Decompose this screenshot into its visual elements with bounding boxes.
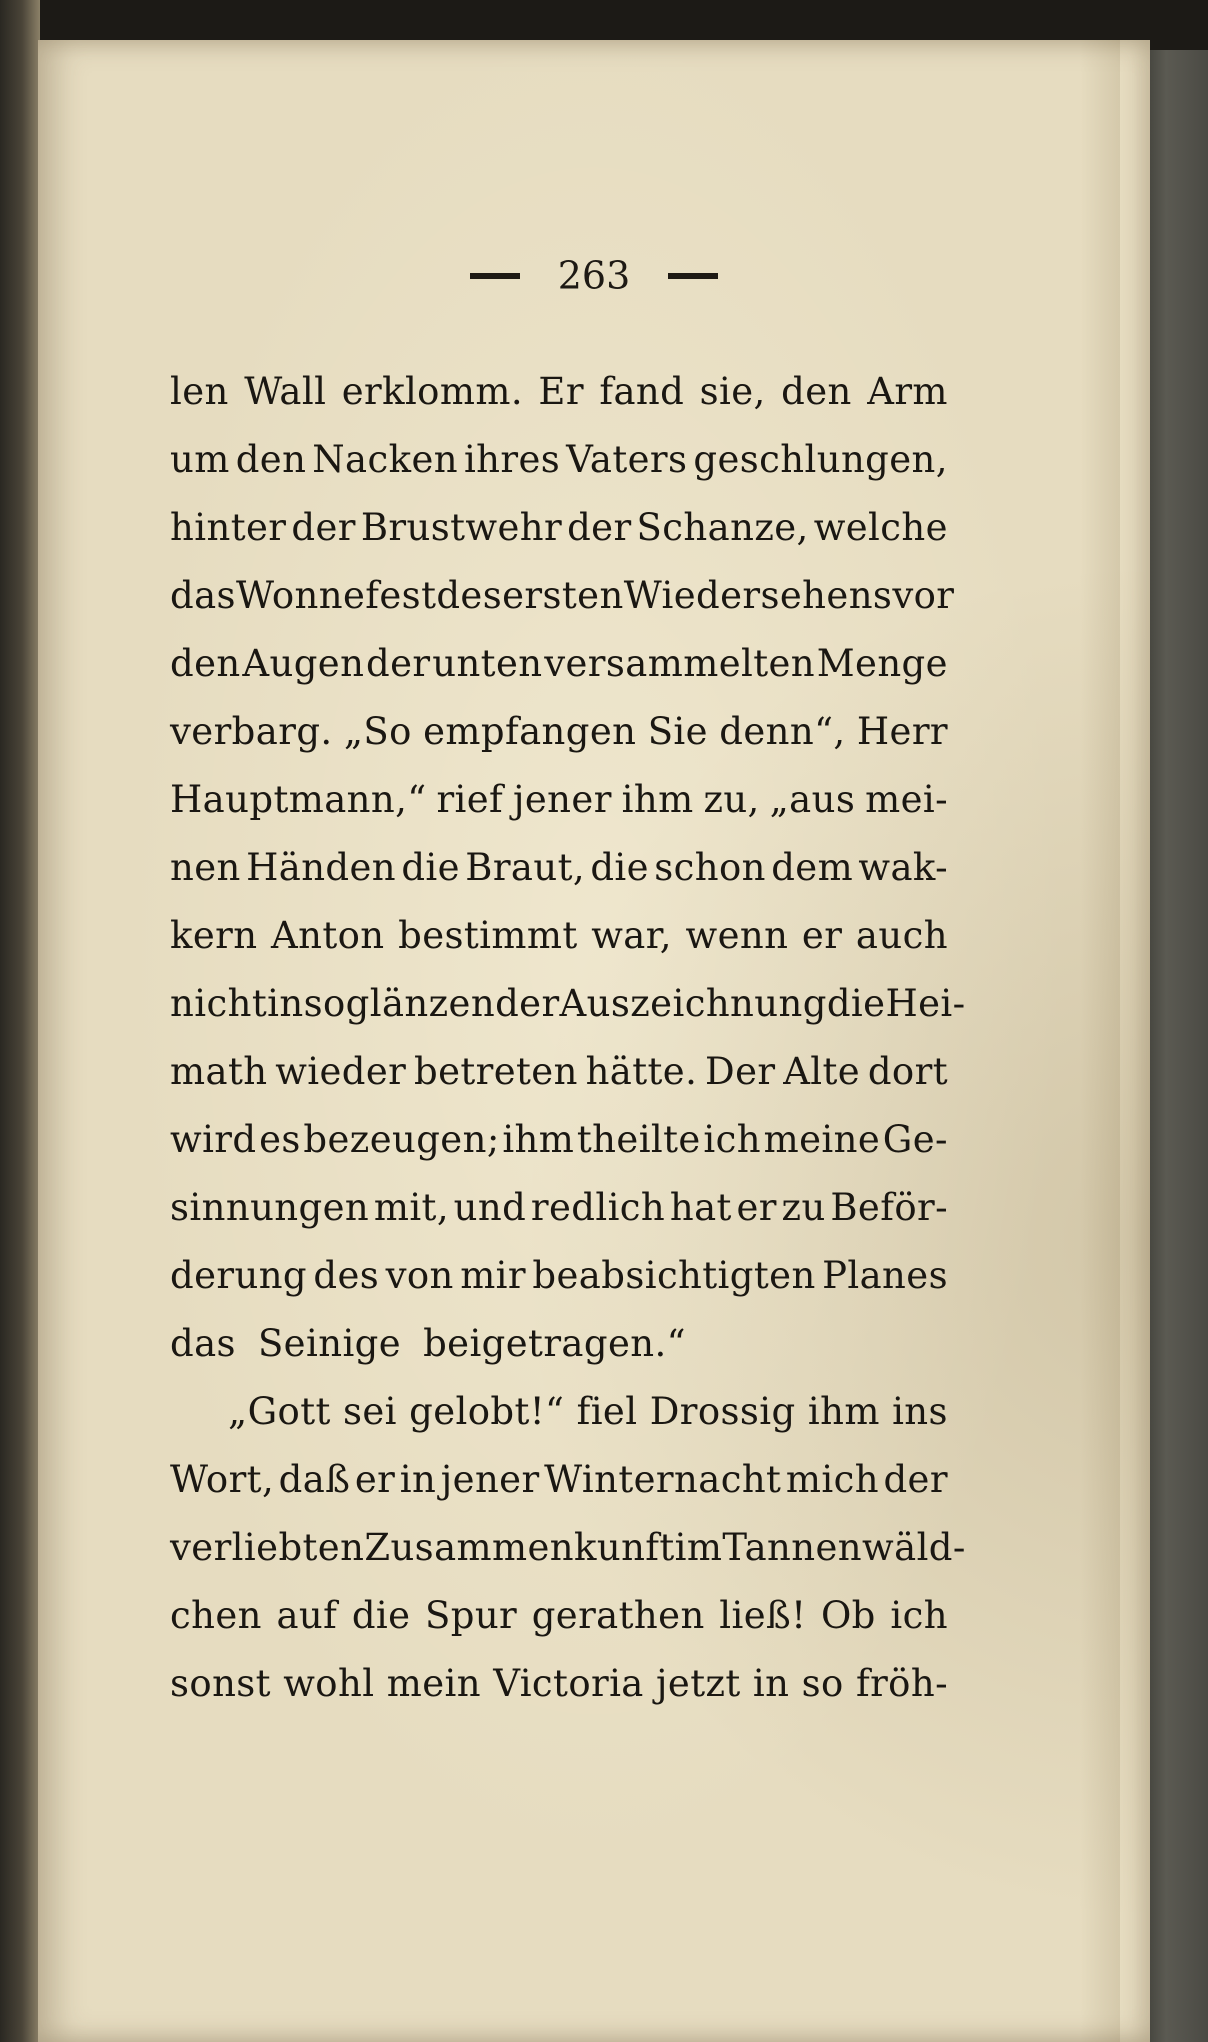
word: len — [170, 370, 229, 413]
word: nicht — [170, 982, 268, 1025]
word: Braut, — [465, 846, 586, 889]
word: der — [291, 506, 356, 549]
word: ich — [890, 1594, 948, 1637]
word: wenn — [685, 914, 789, 957]
word: glänzender — [345, 982, 560, 1025]
word: versammelten — [544, 642, 816, 685]
page-header — [38, 250, 1150, 298]
text-line — [170, 1378, 948, 1446]
word: fröh- — [856, 1662, 948, 1705]
word: des — [436, 574, 503, 617]
word: in — [752, 1662, 790, 1705]
word: Zusammenkunft — [364, 1526, 675, 1569]
text-line — [170, 1242, 948, 1310]
word: chen — [170, 1594, 262, 1637]
word: theilte — [576, 1118, 701, 1161]
text-line — [170, 426, 948, 494]
word: gerathen — [531, 1594, 705, 1637]
word: mein — [386, 1662, 481, 1705]
word: Vaters — [566, 438, 688, 481]
word: zu, — [703, 778, 760, 821]
word: im — [674, 1526, 723, 1569]
word: Ob — [820, 1594, 876, 1637]
word: „aus — [769, 778, 856, 821]
word: Wonnefest — [235, 574, 437, 617]
book-page — [38, 40, 1150, 2042]
word: ersten — [502, 574, 624, 617]
word: den — [781, 370, 852, 413]
word: meine — [763, 1118, 881, 1161]
word: sinnungen — [170, 1186, 370, 1229]
word: so — [303, 982, 346, 1025]
text-line — [170, 1514, 966, 1582]
word: in — [267, 982, 304, 1025]
word: es — [259, 1118, 301, 1161]
word: Winternacht — [544, 1458, 782, 1501]
word: verliebten — [170, 1526, 365, 1569]
text-line — [170, 698, 948, 766]
word: denn“, — [719, 710, 846, 753]
word: Victoria — [493, 1662, 644, 1705]
word: ihres — [463, 438, 561, 481]
word: Händen — [246, 846, 397, 889]
text-line — [170, 358, 948, 426]
word: jetzt — [656, 1662, 741, 1705]
text-line — [170, 630, 948, 698]
text-line — [170, 834, 948, 902]
word: Tannenwäld- — [722, 1526, 966, 1569]
word: der — [366, 642, 431, 685]
word: Beför- — [830, 1186, 948, 1229]
word: ihm — [621, 778, 694, 821]
word: das — [170, 574, 236, 617]
word: sonst — [170, 1662, 271, 1705]
word: Nacken — [312, 438, 458, 481]
text-line — [170, 1582, 948, 1650]
word: Arm — [867, 370, 948, 413]
word: jener — [440, 1458, 540, 1501]
word: daß — [278, 1458, 351, 1501]
word: hinter — [170, 506, 287, 549]
word: die — [401, 846, 460, 889]
text-line — [170, 1174, 948, 1242]
word: ihm — [807, 1390, 880, 1433]
word: Wiedersehens — [623, 574, 893, 617]
word: verbarg. — [170, 710, 333, 753]
word: Wall — [244, 370, 327, 413]
word: erklomm. — [341, 370, 523, 413]
word: redlich — [530, 1186, 666, 1229]
word: Herr — [856, 710, 948, 753]
word: dort — [867, 1050, 948, 1093]
body-text — [170, 358, 966, 1718]
word: Spur — [425, 1594, 518, 1637]
word: Hauptmann,“ — [170, 778, 427, 821]
word: Menge — [816, 642, 948, 685]
word: des — [313, 1254, 380, 1297]
word: fand — [599, 370, 685, 413]
word: war, — [591, 914, 672, 957]
word: ihm — [502, 1118, 575, 1161]
word: so — [801, 1662, 844, 1705]
word: er — [801, 914, 843, 957]
word: bestimmt — [398, 914, 578, 957]
word: und — [453, 1186, 527, 1229]
text-line — [170, 766, 948, 834]
word: welche — [813, 506, 948, 549]
word: er — [736, 1186, 777, 1229]
word: die — [590, 846, 649, 889]
word: die — [826, 982, 886, 1025]
word: Auszeichnung — [559, 982, 827, 1025]
word: sie, — [699, 370, 766, 413]
word: den — [235, 438, 307, 481]
word: vor — [892, 574, 955, 617]
word: wohl — [283, 1662, 375, 1705]
text-line — [170, 970, 966, 1038]
text-line — [170, 1310, 948, 1378]
word: Der — [705, 1050, 776, 1093]
word: hat — [669, 1186, 732, 1229]
word: beabsichtigten — [532, 1254, 816, 1297]
word: zu — [781, 1186, 826, 1229]
word: nen — [170, 846, 241, 889]
word: gelobt!“ — [409, 1390, 565, 1433]
word: wieder — [275, 1050, 407, 1093]
word: math — [170, 1050, 268, 1093]
word: die — [351, 1594, 411, 1637]
header-dash-left — [470, 273, 520, 279]
word: empfangen — [423, 710, 637, 753]
word: geschlungen, — [693, 438, 948, 481]
text-line — [170, 1038, 948, 1106]
text-line — [170, 902, 948, 970]
text-line — [170, 1106, 948, 1174]
word: wak- — [858, 846, 948, 889]
text-line — [170, 562, 955, 630]
word: kern — [170, 914, 258, 957]
word: Schanze, — [636, 506, 809, 549]
word: „Gott — [228, 1390, 331, 1433]
word: „So — [343, 710, 412, 753]
word: mit, — [373, 1186, 449, 1229]
word: Augen — [242, 642, 365, 685]
text-line — [170, 1650, 948, 1718]
word: schon — [654, 846, 766, 889]
word: Hei- — [885, 982, 966, 1025]
word: jener — [513, 778, 612, 821]
word: fiel — [576, 1390, 638, 1433]
word: hätte. — [585, 1050, 698, 1093]
word: auf — [276, 1594, 338, 1637]
word: um — [170, 438, 230, 481]
word: in — [399, 1458, 437, 1501]
text-line — [170, 1446, 948, 1514]
word: Ge- — [882, 1118, 948, 1161]
word: den — [170, 642, 241, 685]
word: das — [170, 1322, 236, 1365]
word: betreten — [414, 1050, 578, 1093]
header-dash-right — [668, 273, 718, 279]
word: mich — [785, 1458, 879, 1501]
word: Brustwehr — [360, 506, 563, 549]
page-stain — [1080, 40, 1120, 2042]
word: auch — [855, 914, 948, 957]
word: Wort, — [170, 1458, 275, 1501]
word: mei- — [865, 778, 948, 821]
word: der — [883, 1458, 948, 1501]
word: von — [385, 1254, 454, 1297]
word: Sie — [647, 710, 708, 753]
word: rief — [436, 778, 504, 821]
word: ins — [892, 1390, 948, 1433]
word: derung — [170, 1254, 308, 1297]
word: ich — [703, 1118, 761, 1161]
page-number: 263 — [557, 253, 631, 298]
word: bezeugen; — [303, 1118, 500, 1161]
word: Planes — [822, 1254, 948, 1297]
word: er — [354, 1458, 396, 1501]
word: unten — [432, 642, 543, 685]
book-spine-left — [0, 0, 40, 2042]
word: Drossig — [649, 1390, 796, 1433]
word: Seinige — [257, 1322, 402, 1365]
word: beigetragen.“ — [423, 1322, 686, 1365]
word: dem — [771, 846, 854, 889]
word: mir — [460, 1254, 526, 1297]
word: sei — [342, 1390, 397, 1433]
word: der — [567, 506, 632, 549]
word: wird — [170, 1118, 257, 1161]
word: Er — [538, 370, 584, 413]
word: Alte — [783, 1050, 861, 1093]
word: ließ! — [719, 1594, 807, 1637]
text-line — [170, 494, 948, 562]
word: Anton — [271, 914, 385, 957]
